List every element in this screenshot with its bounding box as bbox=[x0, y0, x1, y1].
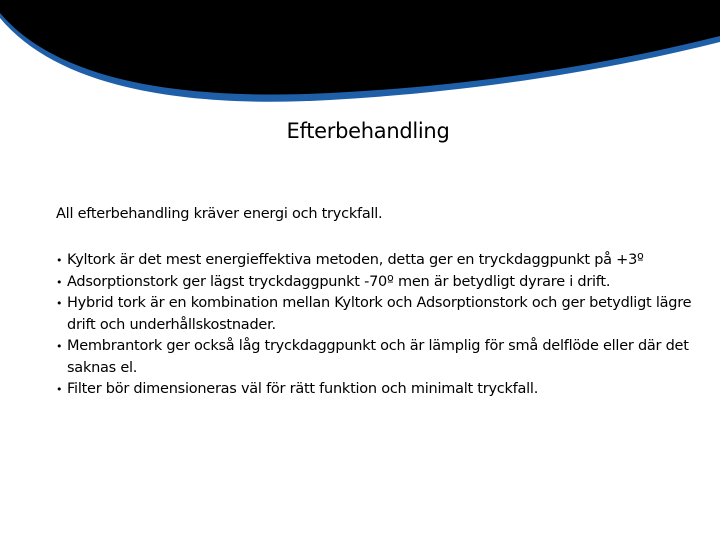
bullet-list bbox=[56, 250, 696, 401]
bullet-item bbox=[56, 250, 696, 272]
bullet-dot-icon: • bbox=[56, 340, 63, 353]
bullet-dot-icon: • bbox=[56, 297, 63, 310]
bullet-dot-icon: • bbox=[56, 383, 63, 396]
bullet-dot-icon: • bbox=[56, 254, 63, 267]
bullet-text: Membrantork ger också låg tryckdaggpunkt och är lämplig för små delflöde eller där det saknas el. bbox=[67, 338, 689, 376]
bullet-text: Hybrid tork är en kombination mellan Kyltork och Adsorptionstork och ger betydligt lägre drift och underhållskostnader. bbox=[67, 295, 692, 333]
bullet-text: Kyltork är det mest energieffektiva metoden, detta ger en tryckdaggpunkt på +3º bbox=[67, 252, 644, 268]
bullet-item bbox=[56, 272, 696, 294]
bullet-text: Filter bör dimensioneras väl för rätt funktion och minimalt tryckfall. bbox=[67, 381, 539, 397]
intro-text: All efterbehandling kräver energi och tryckfall. bbox=[56, 206, 383, 222]
bullet-item bbox=[56, 293, 696, 336]
slide-title: Efterbehandling bbox=[286, 119, 450, 143]
bullet-text: Adsorptionstork ger lägst tryckdaggpunkt -70º men är betydligt dyrare i drift. bbox=[67, 273, 611, 290]
bullet-dot-icon: • bbox=[56, 275, 63, 289]
bullet-item bbox=[56, 336, 696, 379]
bullet-item bbox=[56, 379, 696, 401]
header-decoration bbox=[0, 0, 720, 110]
